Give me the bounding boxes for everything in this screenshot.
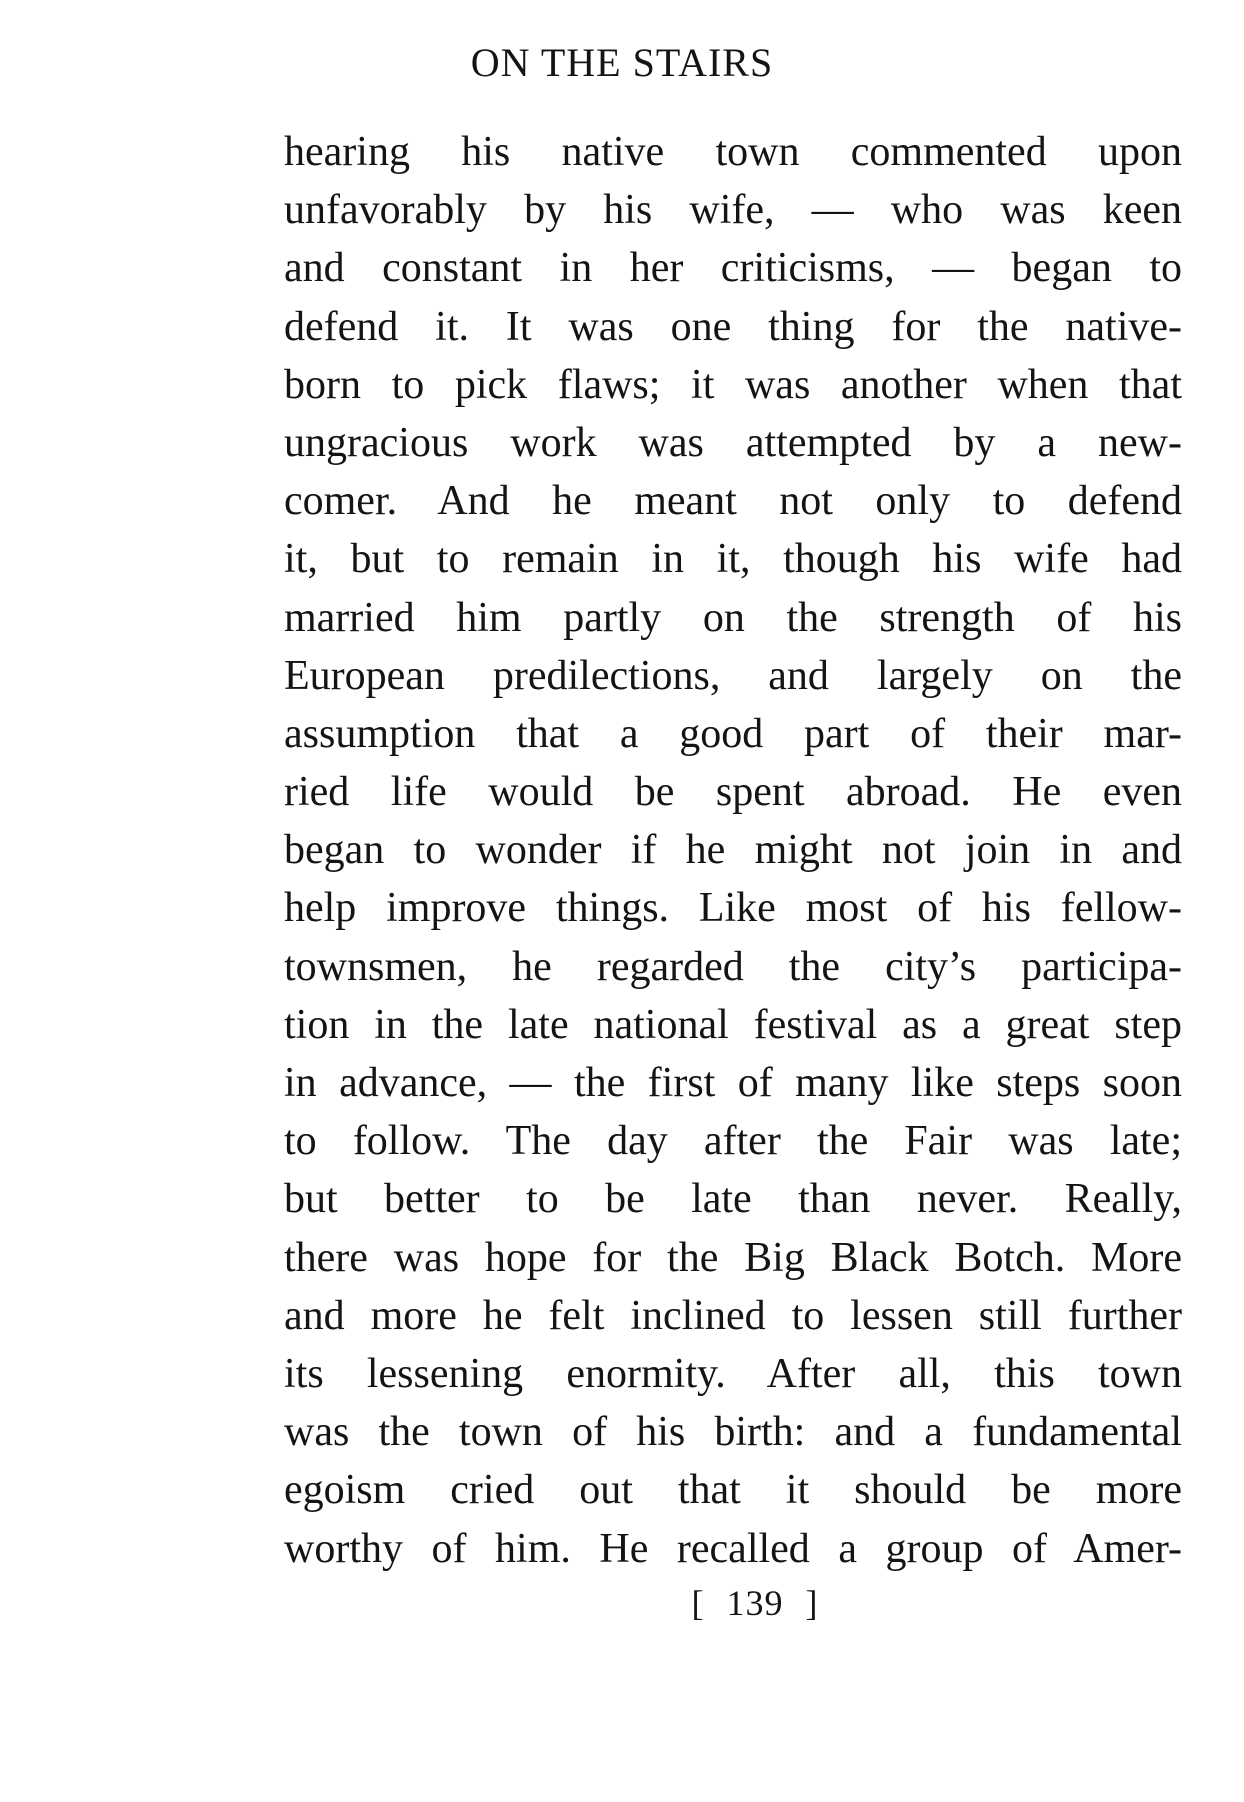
folio-open-bracket: [ [691, 1583, 705, 1623]
text-line: married him partly on the strength of his [284, 594, 1182, 641]
text-line: defend it. It was one thing for the native- [284, 303, 1182, 350]
text-line: in advance, — the first of many like steps soon [284, 1060, 1182, 1106]
page-number: 139 [726, 1583, 784, 1623]
text-line: and more he felt inclined to lessen still further [284, 1292, 1182, 1339]
text-line: tion in the late national festival as a great step [284, 1001, 1182, 1048]
text-line: townsmen, he regarded the city’s participa- [284, 943, 1182, 990]
text-line: help improve things. Like most of his fellow- [284, 885, 1182, 932]
text-line: but better to be late than never. Really, [284, 1176, 1182, 1223]
text-line: to follow. The day after the Fair was late; [284, 1118, 1182, 1165]
text-line: began to wonder if he might not join in and [284, 827, 1182, 874]
folio-close-bracket: ] [805, 1583, 819, 1623]
text-line: assumption that a good part of their mar- [284, 710, 1182, 757]
text-line: worthy of him. He recalled a group of Amer- [284, 1525, 1182, 1572]
text-line: hearing his native town commented upon [284, 129, 1182, 175]
text-line: was the town of his birth: and a fundamental [284, 1409, 1182, 1456]
body-text [284, 123, 1182, 1578]
text-line: ried life would be spent abroad. He even [284, 769, 1182, 816]
running-head: ON THE STAIRS [470, 40, 774, 85]
text-line: it, but to remain in it, though his wife had [284, 536, 1182, 583]
text-line: ungracious work was attempted by a new- [284, 419, 1182, 466]
text-line: and constant in her criticisms, — began to [284, 245, 1182, 292]
page-number-folio [0, 1578, 1244, 1628]
text-line: unfavorably by his wife, — who was keen [284, 187, 1182, 234]
text-line: European predilections, and largely on the [284, 652, 1182, 699]
text-line: its lessening enormity. After all, this town [284, 1350, 1182, 1397]
text-line: comer. And he meant not only to defend [284, 478, 1182, 525]
text-line: there was hope for the Big Black Botch. More [284, 1234, 1182, 1281]
text-line: egoism cried out that it should be more [284, 1467, 1182, 1514]
text-line: born to pick flaws; it was another when that [284, 361, 1182, 408]
